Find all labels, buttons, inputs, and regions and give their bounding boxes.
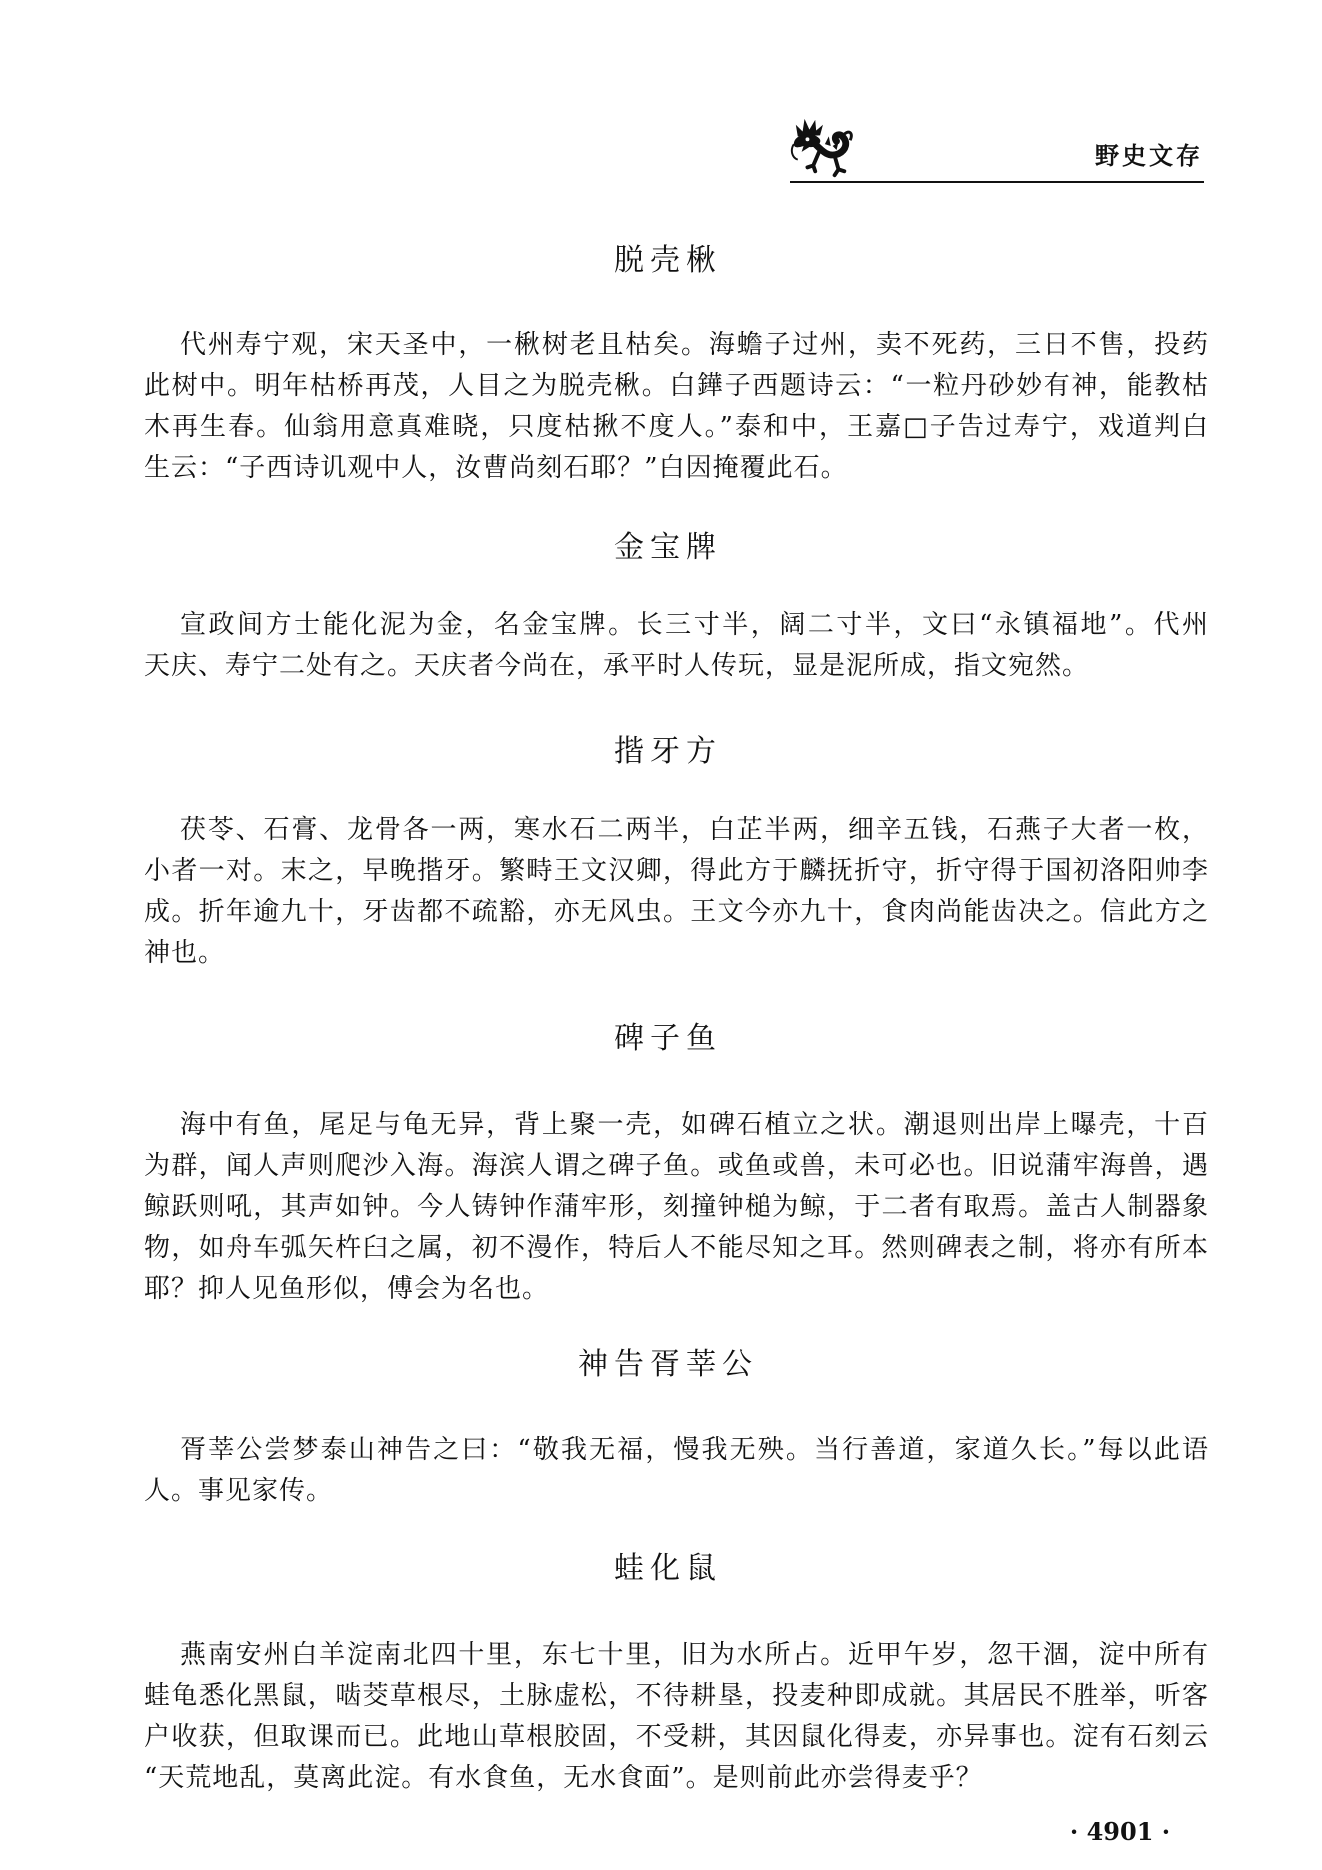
section-title: 神告胥莘公 [578,1347,758,1382]
running-title: 野史文存 [1095,142,1203,170]
section-body [144,325,1209,489]
text-line: 神也。 [144,938,226,968]
text-line: 胥莘公尝梦泰山神告之曰：“敬我无福，慢我无殃。当行善道，家道久长。”每以此语 [180,1435,1209,1465]
header-rule [790,181,1204,183]
section-body [144,1635,1209,1799]
text-line: 为群，闻人声则爬沙入海。海滨人谓之碑子鱼。或鱼或兽，未可必也。旧说蒲牢海兽，遇 [144,1151,1209,1181]
section-title: 脱壳楸 [614,243,722,278]
text-line: 户收获，但取课而已。此地山草根胶固，不受耕，其因鼠化得麦，亦异事也。淀有石刻云 [144,1722,1209,1752]
section-body [144,810,1209,974]
section-title: 金宝牌 [614,530,722,565]
section-title: 碑子鱼 [614,1021,722,1056]
section-body [144,605,1209,687]
text-line: 蛙龟悉化黑鼠，啮茭草根尽，土脉虚松，不待耕垦，投麦种即成就。其居民不胜举，听客 [144,1681,1209,1711]
text-line: 物，如舟车弧矢杵臼之属，初不漫作，特后人不能尽知之耳。然则碑表之制，将亦有所本 [144,1233,1209,1263]
text-line: 天庆、寿宁二处有之。天庆者今尚在，承平时人传玩，显是泥所成，指文宛然。 [144,651,1090,681]
text-line: 宣政间方士能化泥为金，名金宝牌。长三寸半，阔二寸半，文曰“永镇福地”。代州 [180,610,1209,640]
dragon-logo-icon [790,115,854,181]
text-line: 海中有鱼，尾足与龟无异，背上聚一壳，如碑石植立之状。潮退则出岸上曝壳，十百 [180,1110,1209,1140]
page-number: · 4901 · [1069,1817,1171,1846]
text-line: 木再生春。仙翁用意真难晓，只度枯揪不度人。”泰和中，王嘉□子告过寿宁，戏道判白 [144,412,1209,442]
text-line: 鲸跃则吼，其声如钟。今人铸钟作蒲牢形，刻撞钟槌为鲸，于二者有取焉。盖古人制器象 [144,1192,1209,1222]
text-line: 代州寿宁观，宋天圣中，一楸树老且枯矣。海蟾子过州，卖不死药，三日不售，投药 [180,330,1209,360]
text-line: 小者一对。末之，早晚揩牙。繁畤王文汉卿，得此方于麟抚折守，折守得于国初洛阳帅李 [144,856,1209,886]
section-body [144,1105,1209,1310]
section-body [144,1430,1209,1512]
text-line: 茯苓、石膏、龙骨各一两，寒水石二两半，白芷半两，细辛五钱，石燕子大者一枚， [180,815,1209,845]
text-line: 燕南安州白羊淀南北四十里，东七十里，旧为水所占。近甲午岁，忽干涸，淀中所有 [180,1640,1209,1670]
text-line: 成。折年逾九十，牙齿都不疏豁，亦无风虫。王文今亦九十，食肉尚能齿决之。信此方之 [144,897,1209,927]
text-line: 耶？抑人见鱼形似，傅会为名也。 [144,1274,550,1304]
text-line: 生云：“子西诗讥观中人，汝曹尚刻石耶？”白因掩覆此石。 [144,453,848,483]
section-title: 揩牙方 [614,734,722,769]
text-line: “天荒地乱，莫离此淀。有水食鱼，无水食面”。是则前此亦尝得麦乎？ [144,1763,983,1793]
section-title: 蛙化鼠 [614,1551,722,1586]
text-line: 此树中。明年枯桥再茂，人目之为脱壳楸。白鏵子西题诗云：“一粒丹砂妙有神，能教枯 [144,371,1209,401]
text-line: 人。事见家传。 [144,1476,334,1506]
